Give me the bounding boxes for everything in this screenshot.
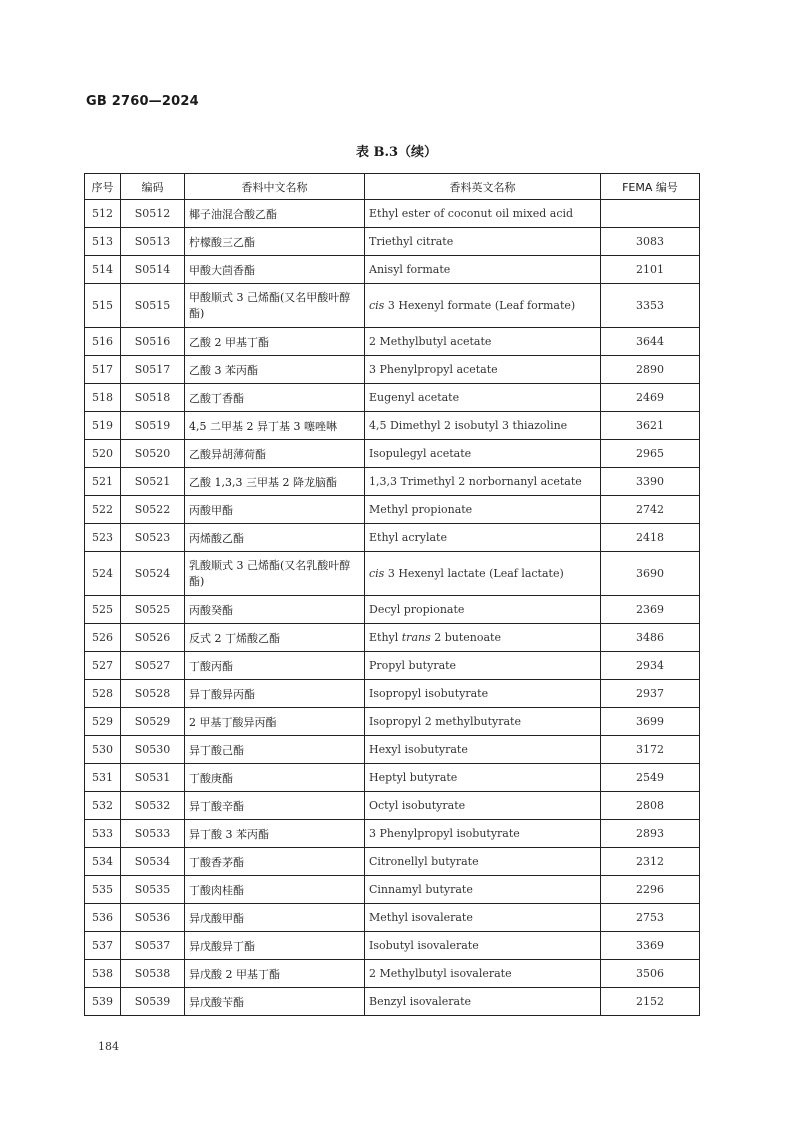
row-chinese-name: 柠檬酸三乙酯	[185, 228, 365, 256]
row-chinese-name: 异戊酸异丁酯	[185, 932, 365, 960]
row-fema-number: 2753	[601, 904, 700, 932]
row-code: S0523	[121, 524, 185, 552]
row-fema-number: 2965	[601, 440, 700, 468]
row-chinese-name: 丁酸肉桂酯	[185, 876, 365, 904]
row-code: S0539	[121, 988, 185, 1016]
row-number: 516	[85, 328, 121, 356]
row-chinese-name: 异丁酸己酯	[185, 736, 365, 764]
table-row	[85, 680, 700, 708]
row-chinese-name: 乙酸异胡薄荷酯	[185, 440, 365, 468]
row-number: 530	[85, 736, 121, 764]
row-fema-number: 2808	[601, 792, 700, 820]
table-row	[85, 496, 700, 524]
table-row	[85, 792, 700, 820]
row-english-name: Triethyl citrate	[365, 228, 601, 256]
row-english-name: Propyl butyrate	[365, 652, 601, 680]
row-english-name: 2 Methylbutyl isovalerate	[365, 960, 601, 988]
row-code: S0530	[121, 736, 185, 764]
table-caption: 表 B.3（续）	[355, 145, 438, 160]
row-english-name: Methyl propionate	[365, 496, 601, 524]
table-header-row	[85, 174, 700, 200]
row-fema-number: 2549	[601, 764, 700, 792]
row-number: 524	[85, 552, 121, 596]
row-english-name: Ethyl trans 2 butenoate	[365, 624, 601, 652]
table-row	[85, 412, 700, 440]
row-fema-number: 2742	[601, 496, 700, 524]
row-code: S0532	[121, 792, 185, 820]
row-number: 522	[85, 496, 121, 524]
table-row	[85, 228, 700, 256]
row-number: 538	[85, 960, 121, 988]
row-number: 518	[85, 384, 121, 412]
row-chinese-name: 乳酸顺式 3 己烯酯(又名乳酸叶醇酯)	[185, 552, 365, 596]
row-fema-number: 2418	[601, 524, 700, 552]
row-number: 527	[85, 652, 121, 680]
row-english-name: 3 Phenylpropyl acetate	[365, 356, 601, 384]
row-chinese-name: 甲酸大茴香酯	[185, 256, 365, 284]
row-english-name: 4,5 Dimethyl 2 isobutyl 3 thiazoline	[365, 412, 601, 440]
row-english-name: Isopropyl 2 methylbutyrate	[365, 708, 601, 736]
row-number: 534	[85, 848, 121, 876]
row-chinese-name: 乙酸 3 苯丙酯	[185, 356, 365, 384]
row-english-name: Anisyl formate	[365, 256, 601, 284]
row-code: S0536	[121, 904, 185, 932]
row-fema-number: 3621	[601, 412, 700, 440]
flavor-table	[84, 173, 700, 1016]
row-fema-number: 2296	[601, 876, 700, 904]
row-code: S0526	[121, 624, 185, 652]
table-row	[85, 960, 700, 988]
row-fema-number: 2101	[601, 256, 700, 284]
row-english-name: Ethyl ester of coconut oil mixed acid	[365, 200, 601, 228]
table-row	[85, 708, 700, 736]
row-fema-number: 3644	[601, 328, 700, 356]
table-row	[85, 596, 700, 624]
row-code: S0534	[121, 848, 185, 876]
row-code: S0522	[121, 496, 185, 524]
row-chinese-name: 丁酸庚酯	[185, 764, 365, 792]
row-fema-number: 2152	[601, 988, 700, 1016]
table-row	[85, 848, 700, 876]
row-code: S0517	[121, 356, 185, 384]
row-code: S0535	[121, 876, 185, 904]
row-fema-number: 2890	[601, 356, 700, 384]
row-number: 531	[85, 764, 121, 792]
row-english-name: Eugenyl acetate	[365, 384, 601, 412]
table-row	[85, 820, 700, 848]
table-row	[85, 200, 700, 228]
row-fema-number: 2312	[601, 848, 700, 876]
table-row	[85, 932, 700, 960]
row-number: 528	[85, 680, 121, 708]
table-row	[85, 552, 700, 596]
table-row	[85, 384, 700, 412]
row-code: S0512	[121, 200, 185, 228]
row-fema-number: 3083	[601, 228, 700, 256]
row-number: 512	[85, 200, 121, 228]
row-code: S0527	[121, 652, 185, 680]
row-chinese-name: 丁酸丙酯	[185, 652, 365, 680]
row-english-name: Heptyl butyrate	[365, 764, 601, 792]
row-chinese-name: 椰子油混合酸乙酯	[185, 200, 365, 228]
row-code: S0516	[121, 328, 185, 356]
row-fema-number: 2469	[601, 384, 700, 412]
row-number: 519	[85, 412, 121, 440]
row-fema-number: 2369	[601, 596, 700, 624]
table-row	[85, 652, 700, 680]
row-chinese-name: 甲酸顺式 3 己烯酯(又名甲酸叶醇酯)	[185, 284, 365, 328]
row-chinese-name: 丙酸癸酯	[185, 596, 365, 624]
row-chinese-name: 异戊酸甲酯	[185, 904, 365, 932]
table-row	[85, 736, 700, 764]
standard-code: GB 2760—2024	[86, 94, 199, 109]
row-code: S0525	[121, 596, 185, 624]
row-chinese-name: 4,5 二甲基 2 异丁基 3 噻唑啉	[185, 412, 365, 440]
row-code: S0518	[121, 384, 185, 412]
row-english-name: Cinnamyl butyrate	[365, 876, 601, 904]
row-english-name: Citronellyl butyrate	[365, 848, 601, 876]
row-number: 520	[85, 440, 121, 468]
table-row	[85, 256, 700, 284]
row-chinese-name: 异丁酸辛酯	[185, 792, 365, 820]
row-code: S0533	[121, 820, 185, 848]
row-fema-number: 3690	[601, 552, 700, 596]
row-number: 521	[85, 468, 121, 496]
row-english-name: Benzyl isovalerate	[365, 988, 601, 1016]
row-fema-number: 3172	[601, 736, 700, 764]
row-number: 537	[85, 932, 121, 960]
row-english-name: Methyl isovalerate	[365, 904, 601, 932]
row-number: 523	[85, 524, 121, 552]
row-code: S0528	[121, 680, 185, 708]
row-chinese-name: 乙酸丁香酯	[185, 384, 365, 412]
row-chinese-name: 反式 2 丁烯酸乙酯	[185, 624, 365, 652]
row-code: S0515	[121, 284, 185, 328]
row-number: 529	[85, 708, 121, 736]
row-english-name: 1,3,3 Trimethyl 2 norbornanyl acetate	[365, 468, 601, 496]
column-header-chinese-name: 香料中文名称	[185, 174, 365, 200]
table-row	[85, 764, 700, 792]
row-chinese-name: 异戊酸 2 甲基丁酯	[185, 960, 365, 988]
row-fema-number: 3369	[601, 932, 700, 960]
row-fema-number: 3353	[601, 284, 700, 328]
row-english-name: Hexyl isobutyrate	[365, 736, 601, 764]
row-chinese-name: 异丁酸 3 苯丙酯	[185, 820, 365, 848]
row-fema-number: 3390	[601, 468, 700, 496]
row-number: 526	[85, 624, 121, 652]
table-row	[85, 904, 700, 932]
row-english-name: cis 3 Hexenyl formate (Leaf formate)	[365, 284, 601, 328]
row-english-name: cis 3 Hexenyl lactate (Leaf lactate)	[365, 552, 601, 596]
row-chinese-name: 异戊酸苄酯	[185, 988, 365, 1016]
row-english-name: 2 Methylbutyl acetate	[365, 328, 601, 356]
row-number: 513	[85, 228, 121, 256]
table-row	[85, 876, 700, 904]
row-fema-number: 2937	[601, 680, 700, 708]
column-header-code: 编码	[121, 174, 185, 200]
row-number: 514	[85, 256, 121, 284]
row-fema-number: 2893	[601, 820, 700, 848]
table-row	[85, 624, 700, 652]
column-header-fema: FEMA 编号	[601, 174, 700, 200]
row-english-name: Isopulegyl acetate	[365, 440, 601, 468]
row-fema-number: 3699	[601, 708, 700, 736]
row-number: 532	[85, 792, 121, 820]
row-number: 533	[85, 820, 121, 848]
row-code: S0524	[121, 552, 185, 596]
row-chinese-name: 异丁酸异丙酯	[185, 680, 365, 708]
row-fema-number: 2934	[601, 652, 700, 680]
table-body	[85, 200, 700, 1016]
row-code: S0538	[121, 960, 185, 988]
table-row	[85, 356, 700, 384]
column-header-english-name: 香料英文名称	[365, 174, 601, 200]
row-code: S0513	[121, 228, 185, 256]
row-fema-number: 3486	[601, 624, 700, 652]
row-english-name: Isopropyl isobutyrate	[365, 680, 601, 708]
table-row	[85, 440, 700, 468]
row-number: 517	[85, 356, 121, 384]
row-fema-number: 3506	[601, 960, 700, 988]
row-chinese-name: 2 甲基丁酸异丙酯	[185, 708, 365, 736]
row-code: S0521	[121, 468, 185, 496]
row-number: 535	[85, 876, 121, 904]
row-number: 515	[85, 284, 121, 328]
row-fema-number	[601, 200, 700, 228]
column-header-number: 序号	[85, 174, 121, 200]
row-code: S0519	[121, 412, 185, 440]
row-chinese-name: 乙酸 2 甲基丁酯	[185, 328, 365, 356]
row-chinese-name: 丙酸甲酯	[185, 496, 365, 524]
page-number: 184	[98, 1040, 119, 1053]
table-row	[85, 328, 700, 356]
row-code: S0537	[121, 932, 185, 960]
table-row	[85, 468, 700, 496]
row-english-name: Decyl propionate	[365, 596, 601, 624]
row-number: 539	[85, 988, 121, 1016]
row-english-name: Isobutyl isovalerate	[365, 932, 601, 960]
row-number: 525	[85, 596, 121, 624]
row-english-name: 3 Phenylpropyl isobutyrate	[365, 820, 601, 848]
row-chinese-name: 乙酸 1,3,3 三甲基 2 降龙脑酯	[185, 468, 365, 496]
row-code: S0514	[121, 256, 185, 284]
row-number: 536	[85, 904, 121, 932]
row-code: S0531	[121, 764, 185, 792]
row-code: S0520	[121, 440, 185, 468]
row-code: S0529	[121, 708, 185, 736]
table-row	[85, 524, 700, 552]
row-english-name: Octyl isobutyrate	[365, 792, 601, 820]
row-chinese-name: 丁酸香茅酯	[185, 848, 365, 876]
row-chinese-name: 丙烯酸乙酯	[185, 524, 365, 552]
table-row	[85, 988, 700, 1016]
row-english-name: Ethyl acrylate	[365, 524, 601, 552]
table-row	[85, 284, 700, 328]
